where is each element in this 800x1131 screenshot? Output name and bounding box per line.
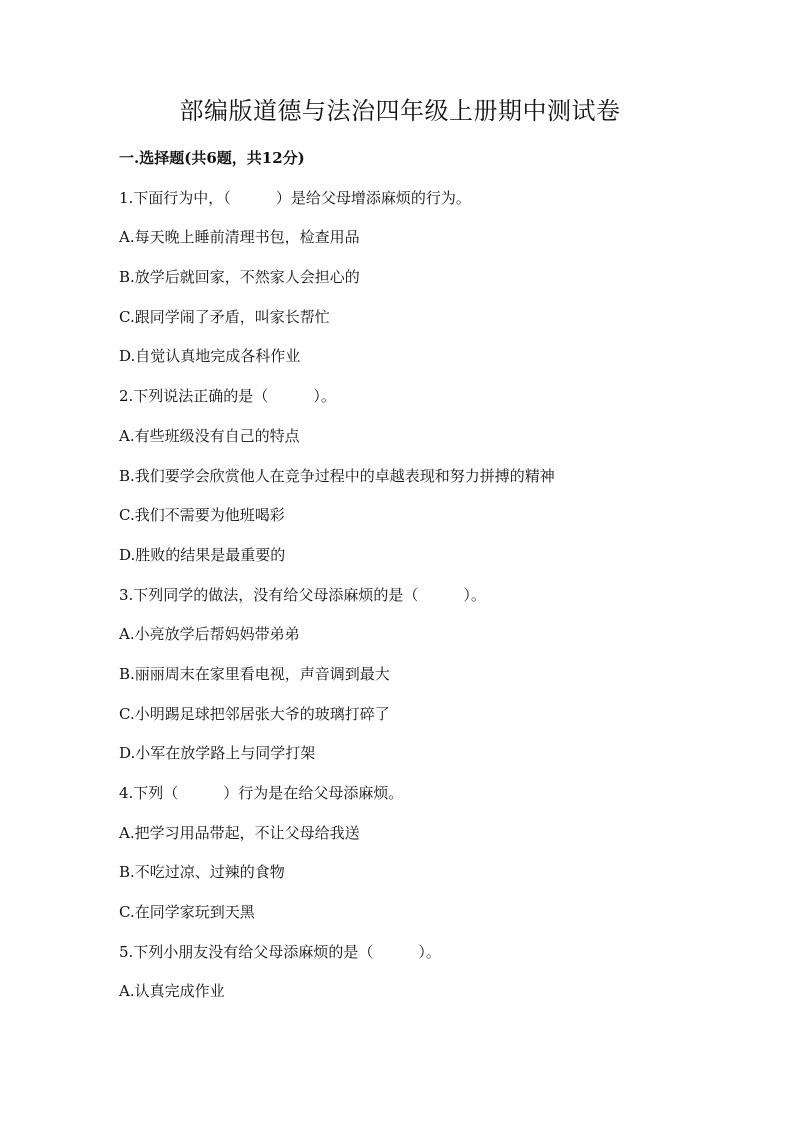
question-stem: 4.下列（ ）行为是在给父母添麻烦。 [119,784,404,802]
section-heading: 一.选择题(共6题，共12分) [119,149,305,167]
option-b: B.不吃过凉、过辣的食物 [119,863,285,882]
option-a: A.把学习用品带起，不让父母给我送 [119,823,360,842]
option-a: A.每天晚上睡前清理书包，检查用品 [119,228,360,247]
question-2 [119,384,759,567]
question-3 [119,583,759,766]
option-c: C.我们不需要为他班喝彩 [119,506,285,525]
question-stem: 3.下列同学的做法，没有给父母添麻烦的是（ ）。 [119,585,486,604]
option-b: B.丽丽周末在家里看电视，声音调到最大 [119,664,390,683]
option-a: A.认真完成作业 [119,982,225,1001]
exam-content [119,146,759,1019]
option-d: D.自觉认真地完成各科作业 [119,347,301,366]
exam-title: 部编版道德与法治四年级上册期中测试卷 [179,97,621,125]
option-d: D.小军在放学路上与同学打架 [119,744,316,763]
question-5 [119,940,759,1004]
question-1 [119,186,759,369]
question-stem: 2.下列说法正确的是（ ）。 [119,387,336,406]
question-stem: 5.下列小朋友没有给父母添麻烦的是（ ）。 [119,942,441,961]
option-d: D.胜败的结果是最重要的 [119,545,286,564]
option-b: B.放学后就回家，不然家人会担心的 [119,268,360,287]
option-a: A.小亮放学后帮妈妈带弟弟 [119,625,300,644]
option-a: A.有些班级没有自己的特点 [119,426,300,445]
option-c: C.跟同学闹了矛盾，叫家长帮忙 [119,307,330,326]
question-stem: 1.下面行为中，（ ）是给父母增添麻烦的行为。 [119,188,471,207]
question-4 [119,781,759,924]
option-c: C.小明踢足球把邻居张大爷的玻璃打碎了 [119,704,390,723]
option-b: B.我们要学会欣赏他人在竞争过程中的卓越表现和努力拼搏的精神 [119,466,555,485]
option-c: C.在同学家玩到天黑 [119,903,255,922]
